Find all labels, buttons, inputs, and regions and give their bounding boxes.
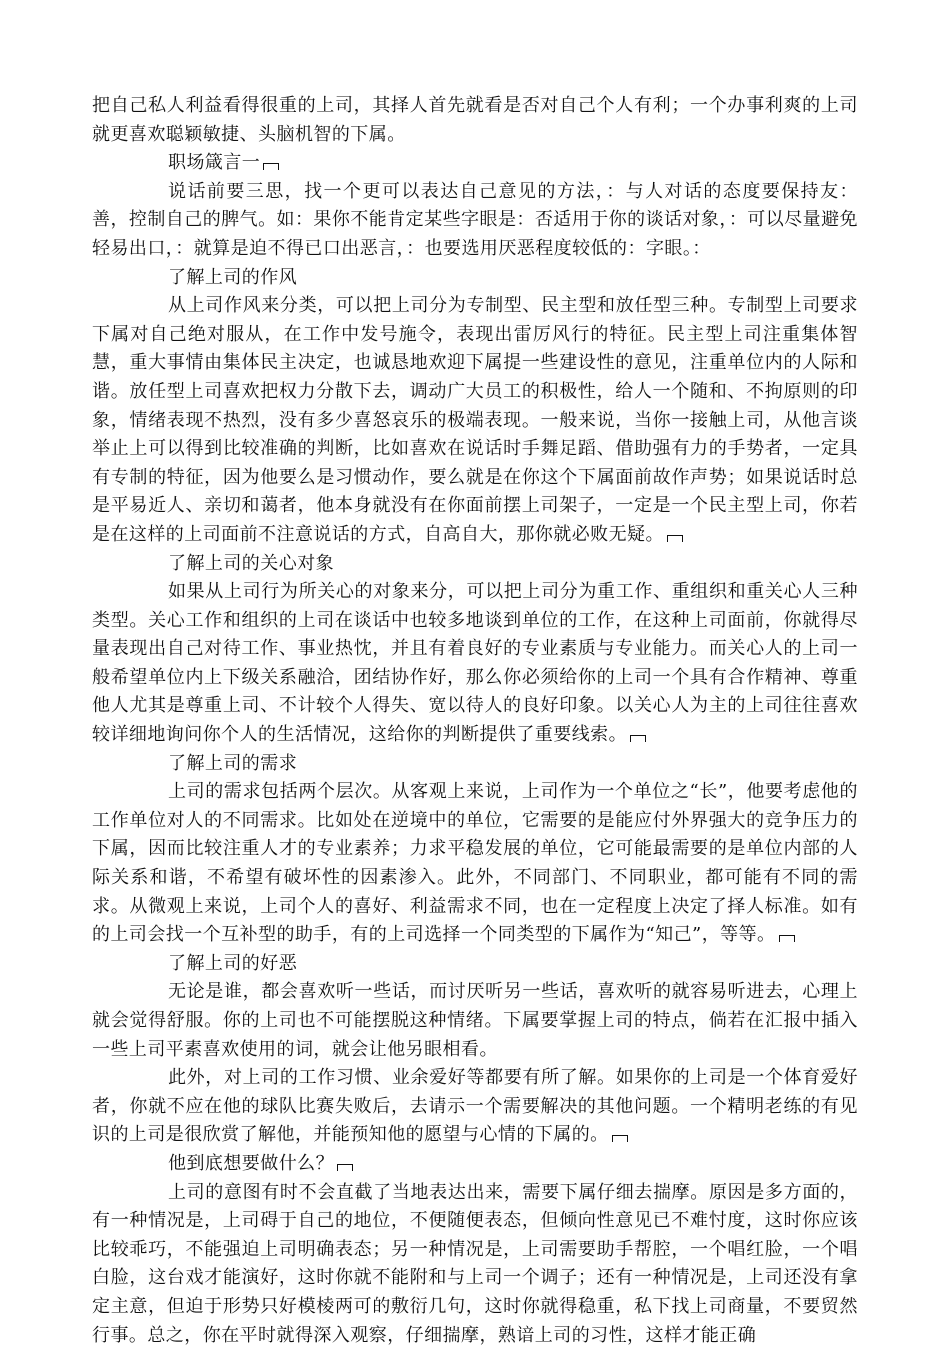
paragraph	[92, 178, 858, 264]
bracket-mark-icon	[337, 1164, 353, 1171]
section-heading	[92, 1150, 858, 1179]
heading-text: 他到底想要做什么？	[168, 1152, 335, 1174]
bracket-mark-icon	[630, 735, 646, 742]
bracket-mark-icon	[779, 935, 795, 942]
heading-text: 了解上司的作风	[168, 266, 298, 288]
heading-text: 了解上司的关心对象	[168, 552, 335, 574]
paragraph-text: 上司的意图有时不会直截了当地表达出来，需要下属仔细去揣摩。原因是多方面的，有一种情况是，上司碍于自己的地位，不便随便表态，但倾向性意见已不难忖度，这时你应该比较乖巧，不能强迫上司明确表态；另一种情况是，上司需要助手帮腔，一个唱红脸，一个唱白脸，这台戏才能演好，这时你就不能附和与上司一个调子；还有一种情况是，上司还没有拿定主意，但迫于形势只好模棱两可的敷衍几句，这时你就得稳重，私下找上司商量，不要贸然行事。总之，你在平时就得深入观察，仔细揣摩，熟谙上司的习性，这样才能正确	[92, 1181, 858, 1346]
document-page	[92, 92, 858, 1350]
section-heading	[92, 149, 858, 178]
paragraph-text: 说话前要三思，找一个更可以表达自己意见的方法，：与人对话的态度要保持友：善，控制自己的脾气。如：果你不能肯定某些字眼是：否适用于你的谈话对象，：可以尽量避免轻易出口，：就算是迫不得已口出恶言，：也要选用厌恶程度较低的：字眼。：	[92, 180, 858, 259]
paragraph	[92, 1179, 858, 1350]
heading-text: 职场箴言一	[168, 152, 261, 174]
section-heading	[92, 950, 858, 979]
paragraph	[92, 92, 858, 149]
paragraph-text: 无论是谁，都会喜欢听一些话，而讨厌听另一些话，喜欢听的就容易听进去，心理上就会觉得舒服。你的上司也不可能摆脱这种情绪。下属要掌握上司的特点，倘若在汇报中插入一些上司平素喜欢使用的词，就会让他另眼相看。	[92, 981, 858, 1060]
paragraph	[92, 1064, 858, 1150]
paragraph	[92, 778, 858, 950]
heading-text: 了解上司的好恶	[168, 952, 298, 974]
paragraph	[92, 292, 858, 549]
paragraph	[92, 578, 858, 750]
bracket-mark-icon	[667, 535, 683, 542]
bracket-mark-icon	[612, 1135, 628, 1142]
paragraph-text: 把自己私人利益看得很重的上司，其择人首先就看是否对自己个人有利；一个办事利爽的上司就更喜欢聪颖敏捷、头脑机智的下属。	[92, 95, 858, 145]
paragraph-text: 从上司作风来分类，可以把上司分为专制型、民主型和放任型三种。专制型上司要求下属对自己绝对服从，在工作中发号施令，表现出雷厉风行的特征。民主型上司注重集体智慧，重大事情由集体民主决定，也诚恳地欢迎下属提一些建设性的意见，注重单位内的人际和谐。放任型上司喜欢把权力分散下去，调动广大员工的积极性，给人一个随和、不拘原则的印象，情绪表现不热烈，没有多少喜怒哀乐的极端表现。一般来说，当你一接触上司，从他言谈举止上可以得到比较准确的判断，比如喜欢在说话时手舞足蹈、借助强有力的手势者，一定具有专制的特征，因为他要么是习惯动作，要么就是在你这个下属面前故作声势；如果说话时总是平易近人、亲切和蔼者，他本身就没有在你面前摆上司架子，一定是一个民主型上司，你若是在这样的上司面前不注意说话的方式，自高自大，那你就必败无疑。	[92, 295, 858, 545]
paragraph-text: 此外，对上司的工作习惯、业余爱好等都要有所了解。如果你的上司是一个体育爱好者，你就不应在他的球队比赛失败后，去请示一个需要解决的其他问题。一个精明老练的有见识的上司是很欣赏了解他，并能预知他的愿望与心情的下属的。	[92, 1067, 858, 1146]
section-heading	[92, 550, 858, 579]
section-heading	[92, 750, 858, 779]
paragraph	[92, 978, 858, 1064]
section-heading	[92, 264, 858, 293]
paragraph-text: 如果从上司行为所关心的对象来分，可以把上司分为重工作、重组织和重关心人三种类型。关心工作和组织的上司在谈话中也较多地谈到单位的工作，在这种上司面前，你就得尽量表现出自己对待工作、事业热忱，并且有着良好的专业素质与专业能力。而关心人的上司一般希望单位内上下级关系融洽，团结协作好，那么你必须给你的上司一个具有合作精神、尊重他人尤其是尊重上司、不计较个人得失、宽以待人的良好印象。以关心人为主的上司往往喜欢较详细地询问你个人的生活情况，这给你的判断提供了重要线索。	[92, 581, 858, 746]
heading-text: 了解上司的需求	[168, 752, 298, 774]
bracket-mark-icon	[263, 163, 279, 170]
paragraph-text: 上司的需求包括两个层次。从客观上来说，上司作为一个单位之“长”，他要考虑他的工作单位对人的不同需求。比如处在逆境中的单位，它需要的是能应付外界强大的竞争压力的下属，因而比较注重人才的专业素养；力求平稳发展的单位，它可能最需要的是单位内部的人际关系和谐，不希望有破坏性的因素渗入。此外，不同部门、不同职业，都可能有不同的需求。从微观上来说，上司个人的喜好、利益需求不同，也在一定程度上决定了择人标准。如有的上司会找一个互补型的助手，有的上司选择一个同类型的下属作为“知己”，等等。	[92, 781, 858, 946]
